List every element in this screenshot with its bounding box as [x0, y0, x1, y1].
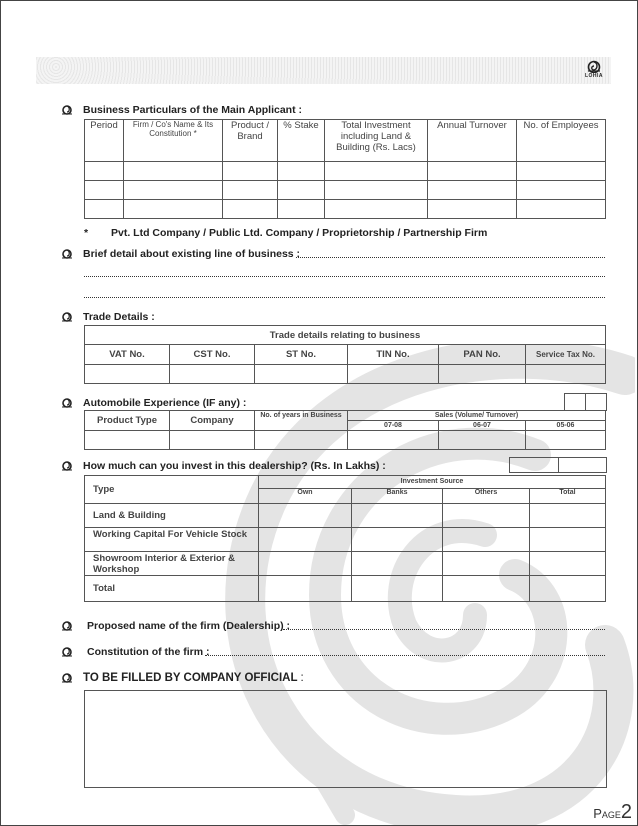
page-number [593, 801, 632, 824]
col-sales: Sales (Volume/ Turnover) [348, 411, 606, 421]
col-stake: % Stake [278, 120, 325, 162]
trade-details-heading: Trade Details : [83, 311, 155, 323]
col-years-in-business: No. of years in Business [255, 411, 348, 431]
col-st: ST No. [255, 345, 348, 365]
shell-bullet-icon [61, 249, 73, 259]
business-particulars-heading: Business Particulars of the Main Applicant : [83, 104, 302, 116]
existing-business-line-1[interactable] [296, 256, 605, 258]
existing-business-line-3[interactable] [84, 296, 605, 298]
row-showroom: Showroom Interior & Exterior & Workshop [85, 552, 259, 576]
table-row[interactable] [85, 200, 606, 219]
col-company: Company [170, 411, 255, 431]
shell-bullet-icon [61, 312, 73, 322]
constitution-line[interactable] [205, 654, 605, 656]
col-tin: TIN No. [348, 345, 439, 365]
trade-table-title: Trade details relating to business [85, 326, 606, 345]
proposed-name-line[interactable] [283, 628, 605, 630]
table-row[interactable] [85, 504, 606, 528]
table-row[interactable] [85, 576, 606, 602]
row-working-capital: Working Capital For Vehicle Stock [85, 528, 259, 552]
col-total-investment: Total Investment including Land & Building (Rs. Lacs) [325, 120, 428, 162]
col-banks: Banks [352, 489, 443, 504]
official-use-colon: : [300, 672, 304, 684]
official-use-title: TO BE FILLED BY COMPANY OFFICIAL [83, 672, 298, 684]
existing-business-heading: Brief detail about existing line of business : [83, 248, 301, 260]
shell-bullet-icon [61, 621, 73, 631]
col-own: Own [259, 489, 352, 504]
logo-text: LOHIA [584, 73, 604, 79]
col-year-07-08: 07-08 [348, 421, 439, 431]
official-use-box[interactable] [84, 690, 607, 788]
col-service-tax: Service Tax No. [526, 345, 606, 365]
proposed-name-heading: Proposed name of the firm (Dealership) : [87, 620, 291, 632]
col-vat: VAT No. [85, 345, 170, 365]
table-row[interactable] [85, 365, 606, 384]
page-number-value: 2 [620, 801, 632, 823]
col-product-type: Product Type [85, 411, 170, 431]
col-year-05-06: 05-06 [526, 421, 606, 431]
col-period: Period [85, 120, 124, 162]
col-year-06-07: 06-07 [439, 421, 526, 431]
col-employees: No. of Employees [517, 120, 606, 162]
shell-logo-icon [586, 60, 602, 73]
constitution-footnote: Pvt. Ltd Company / Public Ltd. Company / Proprietorship / Partnership Firm [111, 227, 488, 239]
existing-business-line-2[interactable] [84, 275, 605, 277]
col-cst: CST No. [170, 345, 255, 365]
constitution-heading: Constitution of the firm : [87, 646, 210, 658]
shell-bullet-icon [61, 647, 73, 657]
business-particulars-table [84, 119, 606, 219]
trade-details-table [84, 325, 606, 384]
col-firm-name: Firm / Co's Name & Its Constitution * [124, 120, 223, 162]
lohia-logo [580, 60, 608, 84]
investment-heading: How much can you invest in this dealership? (Rs. In Lakhs) : [83, 460, 386, 472]
footnote-star: * [84, 227, 89, 239]
row-total: Total [85, 576, 259, 602]
col-others: Others [443, 489, 530, 504]
col-annual-turnover: Annual Turnover [428, 120, 517, 162]
shell-bullet-icon [61, 398, 73, 408]
page-label-rest: AGE [601, 810, 621, 820]
row-land-building: Land & Building [85, 504, 259, 528]
automobile-experience-table [84, 410, 606, 450]
table-row[interactable] [85, 552, 606, 576]
shell-bullet-icon [61, 461, 73, 471]
investment-amount-box[interactable] [509, 457, 607, 473]
table-row[interactable] [85, 181, 606, 200]
table-row[interactable] [85, 431, 606, 450]
col-type: Type [85, 476, 259, 504]
col-investment-source: Investment Source [259, 476, 606, 489]
table-row[interactable] [85, 162, 606, 181]
col-total: Total [530, 489, 606, 504]
shell-bullet-icon [61, 105, 73, 115]
experience-box[interactable] [564, 393, 607, 411]
investment-table [84, 475, 606, 602]
official-use-heading [83, 672, 304, 684]
automobile-experience-heading: Automobile Experience (IF any) : [83, 397, 247, 409]
table-row[interactable] [85, 528, 606, 552]
page-label-p: P [593, 806, 602, 821]
shell-bullet-icon [61, 673, 73, 683]
header-band [36, 57, 611, 84]
col-product-brand: Product / Brand [223, 120, 278, 162]
col-pan: PAN No. [439, 345, 526, 365]
